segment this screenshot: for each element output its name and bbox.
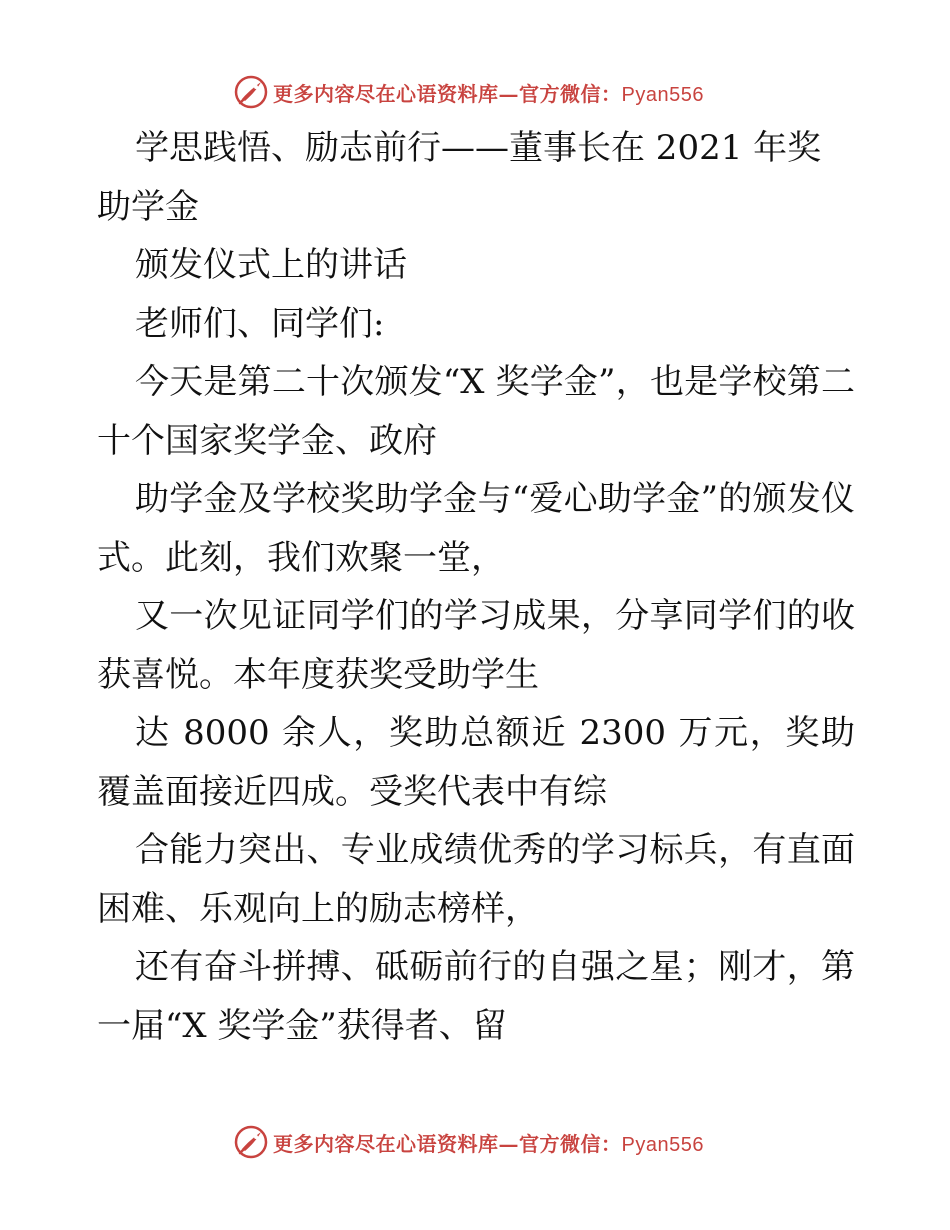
banner-text — [273, 78, 704, 107]
banner-dash: — — [498, 1131, 519, 1156]
body-paragraph: 达 8000 余人，奖助总额近 2300 万元，奖助覆盖面接近四成。受奖代表中有综 — [97, 713, 855, 812]
banner-slogan: 更多内容尽在心语资料库 — [273, 1131, 499, 1156]
document-body — [97, 119, 855, 1055]
banner-text — [273, 1128, 704, 1157]
header-banner-content — [233, 72, 704, 112]
document-subtitle: 颁发仪式上的讲话 — [135, 245, 407, 285]
body-paragraph: 今天是第二十次颁发“X 奖学金”，也是学校第二十个国家奖学金、政府 — [97, 362, 855, 461]
header-banner — [0, 72, 950, 112]
banner-slogan: 更多内容尽在心语资料库 — [273, 81, 499, 106]
banner-wechat-handle: Pyan556 — [621, 83, 704, 106]
footer-banner — [0, 1122, 950, 1162]
salutation: 老师们、同学们: — [135, 303, 385, 344]
logo-icon — [233, 1124, 269, 1160]
body-paragraph: 合能力突出、专业成绩优秀的学习标兵，有直面困难、乐观向上的励志榜样， — [97, 830, 855, 929]
logo-icon — [233, 74, 269, 110]
banner-dash: — — [498, 81, 519, 106]
footer-banner-content — [233, 1122, 704, 1162]
body-paragraph: 还有奋斗拼搏、砥砺前行的自强之星；刚才，第一届“X 奖学金”获得者、留 — [97, 947, 855, 1046]
body-paragraph: 又一次见证同学们的学习成果，分享同学们的收获喜悦。本年度获奖受助学生 — [97, 596, 855, 695]
banner-wechat-label: 官方微信： — [519, 1131, 622, 1156]
document-title: 学思践悟、励志前行——董事长在 2021 年奖助学金 — [97, 128, 822, 227]
body-paragraph: 助学金及学校奖助学金与“爱心助学金”的颁发仪式。此刻，我们欢聚一堂， — [97, 479, 855, 578]
banner-wechat-handle: Pyan556 — [621, 1133, 704, 1156]
banner-wechat-label: 官方微信： — [519, 81, 622, 106]
